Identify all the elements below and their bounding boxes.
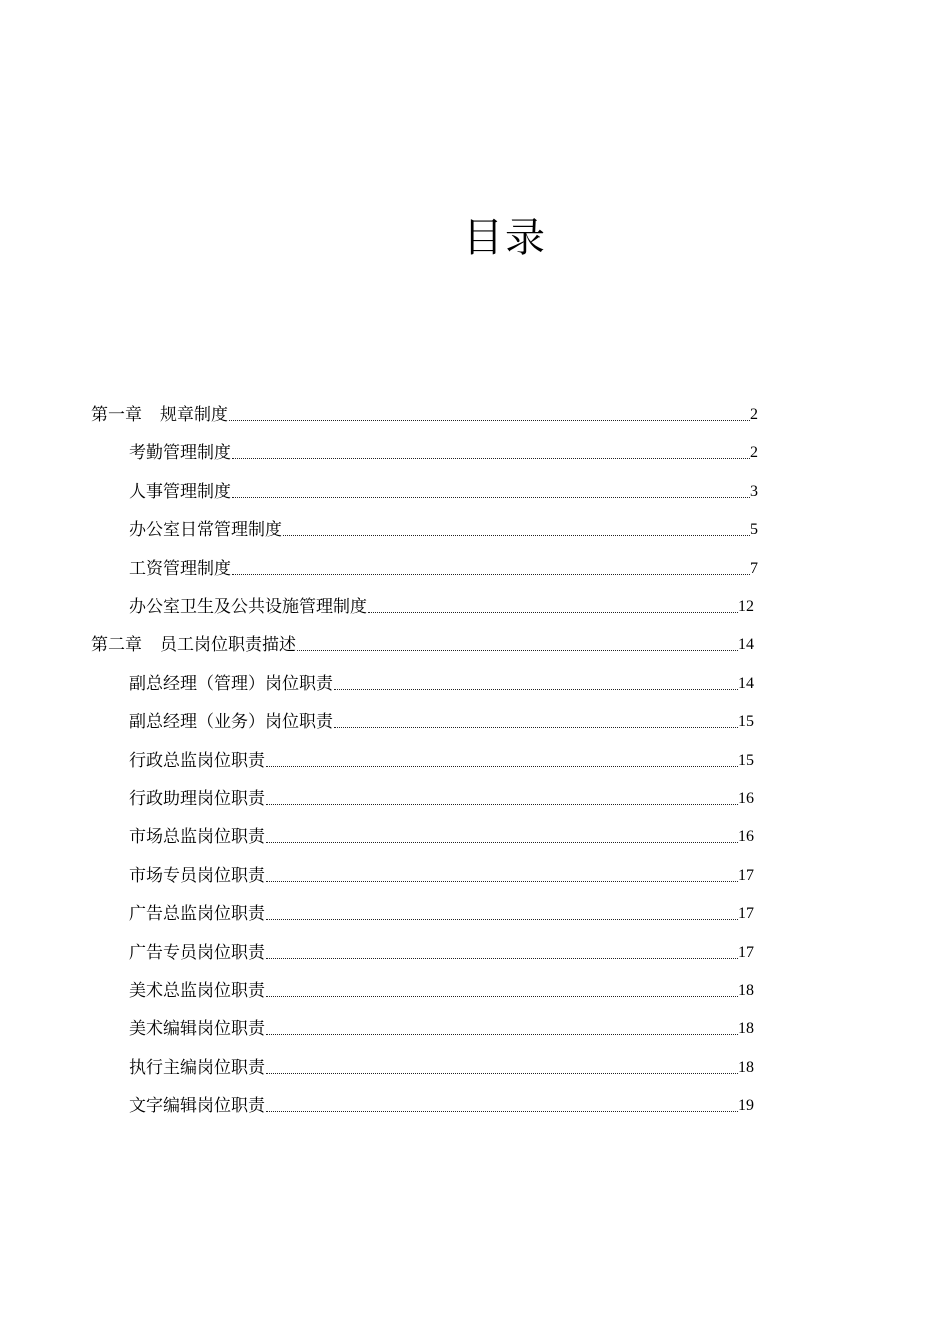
toc-entry-title: 工资管理制度 <box>129 558 231 579</box>
toc-entry-title: 规章制度 <box>160 405 228 425</box>
toc-entry-title: 副总经理（业务）岗位职责 <box>129 712 333 733</box>
toc-entry-title: 美术总监岗位职责 <box>129 981 265 1001</box>
toc-page-number: 17 <box>738 943 754 961</box>
toc-entry-title: 副总经理（管理）岗位职责 <box>129 673 333 694</box>
toc-section-entry[interactable] <box>129 594 754 618</box>
toc-section-entry[interactable] <box>129 863 754 887</box>
toc-entry-text <box>91 634 296 656</box>
toc-page-number: 18 <box>738 1020 754 1038</box>
toc-section-entry[interactable] <box>129 940 754 964</box>
toc-entry-text <box>129 1095 265 1117</box>
toc-entry-title: 考勤管理制度 <box>129 443 231 464</box>
toc-dot-leader <box>368 611 738 613</box>
toc-dot-leader <box>232 457 750 459</box>
toc-entry-title: 市场总监岗位职责 <box>129 827 265 848</box>
toc-entry-text <box>129 596 367 618</box>
toc-entry-title: 行政助理岗位职责 <box>129 789 265 809</box>
toc-entry-text <box>129 558 231 580</box>
toc-chapter-entry[interactable] <box>91 402 758 426</box>
toc-page-number: 16 <box>738 790 754 807</box>
toc-section-entry[interactable] <box>129 709 754 733</box>
toc-entry-text <box>129 1057 265 1079</box>
toc-entry-text <box>129 1018 265 1040</box>
toc-section-entry[interactable] <box>129 748 754 772</box>
toc-chapter-label: 第二章 <box>91 635 142 656</box>
toc-chapter-entry[interactable] <box>91 632 754 656</box>
toc-section-entry[interactable] <box>129 1016 754 1040</box>
toc-section-entry[interactable] <box>129 786 754 810</box>
toc-section-entry[interactable] <box>129 901 754 925</box>
toc-page-number: 18 <box>738 1058 754 1076</box>
toc-section-entry[interactable] <box>129 978 754 1002</box>
toc-entry-title: 市场专员岗位职责 <box>129 865 265 886</box>
toc-entry-title: 文字编辑岗位职责 <box>129 1096 265 1117</box>
toc-entry-title: 广告专员岗位职责 <box>129 942 265 963</box>
toc-dot-leader <box>229 419 750 421</box>
toc-page-number: 15 <box>738 751 754 769</box>
toc-dot-leader <box>266 880 738 882</box>
toc-dot-leader <box>334 726 738 728</box>
toc-section-entry[interactable] <box>129 671 754 695</box>
toc-page-number: 17 <box>738 866 754 884</box>
toc-entry-text <box>129 788 265 810</box>
toc-page-number: 14 <box>738 674 754 692</box>
toc-section-entry[interactable] <box>129 479 758 503</box>
toc-entry-text <box>129 826 265 848</box>
toc-dot-leader <box>266 1110 738 1112</box>
toc-page-number: 14 <box>738 636 754 654</box>
toc-page-number: 15 <box>738 713 754 731</box>
toc-entry-title: 广告总监岗位职责 <box>129 904 265 925</box>
toc-dot-leader <box>283 534 750 536</box>
toc-entry-text <box>129 673 333 695</box>
toc-section-entry[interactable] <box>129 1055 754 1079</box>
toc-page-number: 18 <box>738 982 754 999</box>
toc-entry-title: 员工岗位职责描述 <box>160 635 296 656</box>
toc-page-number: 5 <box>750 521 758 539</box>
toc-dot-leader <box>266 995 738 997</box>
toc-dot-leader <box>232 496 750 498</box>
toc-page-number: 16 <box>738 828 754 846</box>
toc-entry-text <box>129 942 265 964</box>
toc-section-entry[interactable] <box>129 440 758 464</box>
toc-section-entry[interactable] <box>129 517 758 541</box>
toc-entry-text <box>129 442 231 464</box>
toc-entry-text <box>129 481 231 503</box>
toc-dot-leader <box>297 649 738 651</box>
toc-dot-leader <box>266 957 738 959</box>
toc-dot-leader <box>266 765 738 767</box>
toc-entry-title: 美术编辑岗位职责 <box>129 1019 265 1040</box>
toc-page-number: 12 <box>738 598 754 615</box>
toc-section-entry[interactable] <box>129 556 758 580</box>
toc-entry-title: 执行主编岗位职责 <box>129 1057 265 1078</box>
toc-page-number: 3 <box>750 482 758 500</box>
toc-page-number: 7 <box>750 559 758 577</box>
toc-entry-text <box>129 519 282 541</box>
toc-dot-leader <box>266 1072 738 1074</box>
toc-entry-text <box>91 404 228 426</box>
toc-entry-title: 办公室日常管理制度 <box>129 520 282 541</box>
toc-entry-title: 行政总监岗位职责 <box>129 750 265 771</box>
toc-section-entry[interactable] <box>129 824 754 848</box>
toc-entry-text <box>129 711 333 733</box>
toc-dot-leader <box>266 1033 738 1035</box>
toc-entry-title: 人事管理制度 <box>129 481 231 502</box>
toc-dot-leader <box>334 688 738 690</box>
toc-entry-title: 办公室卫生及公共设施管理制度 <box>129 597 367 617</box>
page-title: 目录 <box>463 215 547 261</box>
toc-section-entry[interactable] <box>129 1093 754 1117</box>
toc-page-number: 17 <box>738 905 754 923</box>
toc-page-number: 2 <box>750 444 758 462</box>
toc-chapter-label: 第一章 <box>91 405 142 425</box>
toc-entry-text <box>129 980 265 1002</box>
toc-page-number: 19 <box>738 1097 754 1115</box>
toc-entry-text <box>129 750 265 772</box>
toc-dot-leader <box>266 841 738 843</box>
toc-dot-leader <box>266 918 738 920</box>
toc-page-number: 2 <box>750 406 758 423</box>
toc-dot-leader <box>266 803 738 805</box>
toc-entry-text <box>129 865 265 887</box>
toc-entry-text <box>129 903 265 925</box>
toc-dot-leader <box>232 573 750 575</box>
